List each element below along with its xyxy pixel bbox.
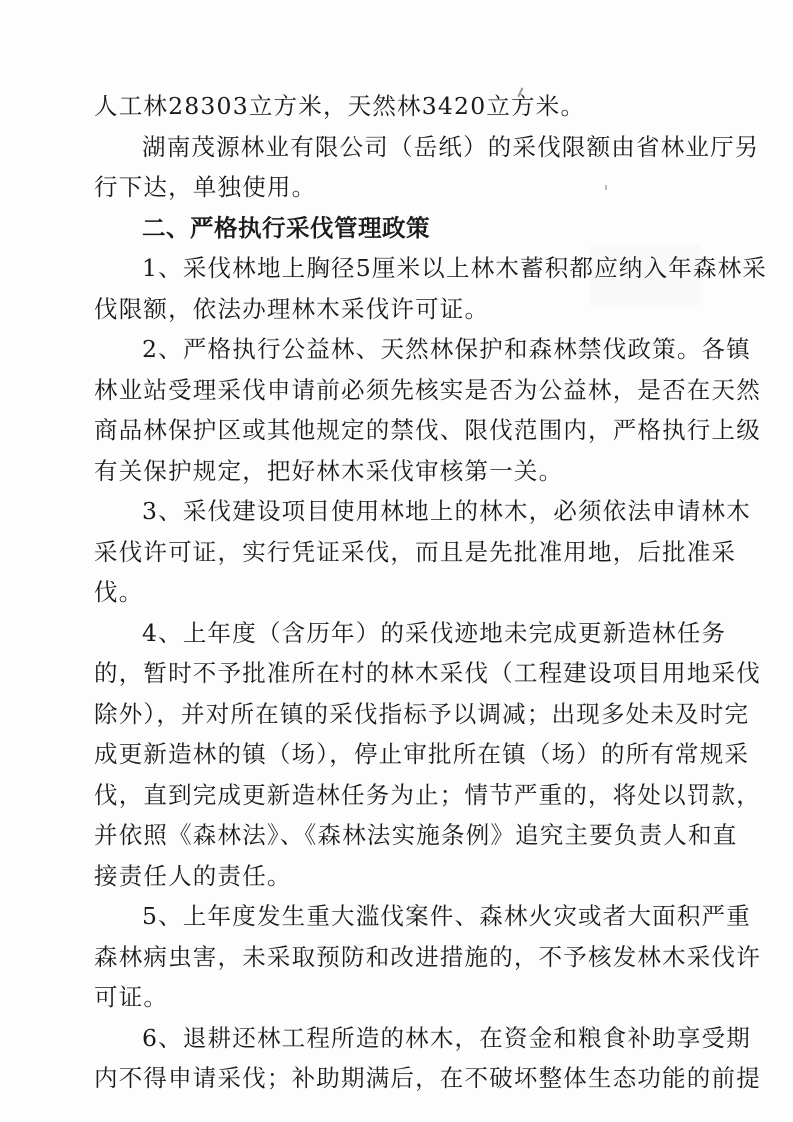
body-line: 2、严格执行公益林、天然林保护和森林禁伐政策。各镇 bbox=[142, 335, 751, 363]
body-line: 除外），并对所在镇的采伐指标予以调减；出现多处未及时完 bbox=[94, 699, 750, 728]
body-line: 并依照《森林法》、《森林法实施条例》追究主要负责人和直 bbox=[94, 821, 738, 849]
body-line: 林业站受理采伐申请前必须先核实是否为公益林，是否在天然 bbox=[94, 375, 761, 404]
body-line: 内不得申请采伐；补助期满后，在不破坏整体生态功能的前提 bbox=[94, 1064, 761, 1092]
body-line: 3、采伐建设项目使用林地上的林木，必须依法申请林木 bbox=[142, 497, 751, 525]
body-line: 成更新造林的镇（场），停止审批所在镇（场）的所有常规采 bbox=[94, 740, 750, 768]
document-body bbox=[94, 86, 768, 1099]
body-line: 人工林28303立方米，天然林3420立方米。 bbox=[94, 92, 586, 120]
body-line: 湖南茂源林业有限公司（岳纸）的采伐限额由省林业厅另 bbox=[142, 132, 760, 161]
body-line: 商品林保护区或其他规定的禁伐、限伐范围内，严格执行上级 bbox=[94, 416, 761, 444]
body-line: 6、退耕还林工程所造的林木，在资金和粮食补助享受期 bbox=[142, 1023, 751, 1052]
body-line: 5、上年度发生重大滥伐案件、森林火灾或者大面积严重 bbox=[142, 902, 751, 930]
body-line: 的，暂时不予批准所在村的林木采伐（工程建设项目用地采伐 bbox=[94, 659, 761, 687]
body-line: 1、采伐林地上胸径5厘米以上林木蓄积都应纳入年森林采 bbox=[142, 254, 768, 282]
body-line: 行下达，单独使用。 bbox=[94, 173, 317, 201]
body-line: 伐。 bbox=[94, 578, 144, 606]
body-line: 森林病虫害，未采取预防和改进措施的，不予核发林木采伐许 bbox=[94, 942, 761, 971]
section-heading: 二、严格执行采伐管理政策 bbox=[142, 213, 430, 242]
body-line: 采伐许可证，实行凭证采伐，而且是先批准用地，后批准采 bbox=[94, 537, 737, 566]
body-line: 伐，直到完成更新造林任务为止；情节严重的，将处以罚款， bbox=[94, 780, 761, 809]
body-line: 4、上年度（含历年）的采伐迹地未完成更新造林任务 bbox=[142, 618, 727, 647]
body-line: 接责任人的责任。 bbox=[94, 861, 292, 890]
body-line: 伐限额，依法办理林木采伐许可证。 bbox=[94, 294, 490, 323]
body-line: 可证。 bbox=[94, 983, 169, 1011]
body-line: 有关保护规定，把好林木采伐审核第一关。 bbox=[94, 456, 564, 485]
